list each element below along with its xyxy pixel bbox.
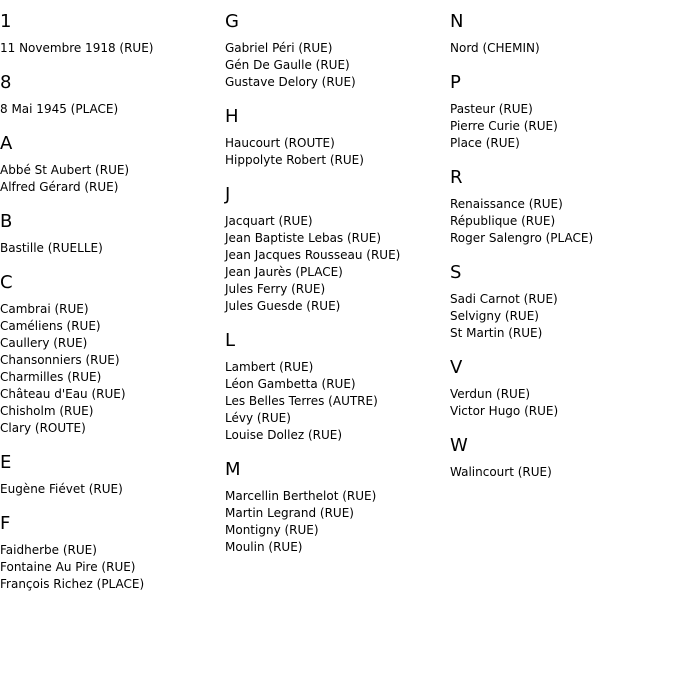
street-link[interactable]: Les Belles Terres (AUTRE)	[225, 394, 378, 408]
letter-group	[0, 451, 220, 498]
street-link[interactable]: Caméliens (RUE)	[0, 319, 101, 333]
street-link[interactable]: Jules Ferry (RUE)	[225, 282, 326, 296]
street-link[interactable]: St Martin (RUE)	[450, 326, 543, 340]
street-link[interactable]: Victor Hugo (RUE)	[450, 404, 559, 418]
street-link[interactable]: Jean Jacques Rousseau (RUE)	[225, 248, 401, 262]
street-link[interactable]: Château d'Eau (RUE)	[0, 387, 126, 401]
letter-heading: N	[450, 11, 464, 32]
letter-heading: 1	[0, 11, 12, 32]
street-link[interactable]: Nord (CHEMIN)	[450, 41, 540, 55]
street-link[interactable]: Jean Jaurès (PLACE)	[225, 265, 343, 279]
letter-heading: A	[0, 133, 13, 154]
street-link[interactable]: Fontaine Au Pire (RUE)	[0, 560, 136, 574]
letter-heading: J	[225, 184, 231, 205]
street-link[interactable]: Sadi Carnot (RUE)	[450, 292, 558, 306]
letter-heading: S	[450, 262, 462, 283]
letter-heading: 8	[0, 72, 12, 93]
street-link[interactable]: Verdun (RUE)	[450, 387, 531, 401]
street-link[interactable]: Gén De Gaulle (RUE)	[225, 58, 350, 72]
letter-heading: E	[0, 452, 12, 473]
letter-heading: W	[450, 435, 468, 456]
letter-group	[0, 71, 220, 118]
street-link[interactable]: 11 Novembre 1918 (RUE)	[0, 41, 154, 55]
street-link[interactable]: Cambrai (RUE)	[0, 302, 89, 316]
letter-group	[450, 166, 670, 247]
letter-heading: P	[450, 72, 461, 93]
letter-group	[450, 434, 670, 481]
street-link[interactable]: Jacquart (RUE)	[225, 214, 313, 228]
street-link[interactable]: Louise Dollez (RUE)	[225, 428, 343, 442]
street-link[interactable]: 8 Mai 1945 (PLACE)	[0, 102, 119, 116]
letter-heading: M	[225, 459, 241, 480]
street-link[interactable]: Caullery (RUE)	[0, 336, 88, 350]
letter-group	[0, 271, 220, 437]
street-link[interactable]: Gabriel Péri (RUE)	[225, 41, 333, 55]
street-link[interactable]: Renaissance (RUE)	[450, 197, 563, 211]
street-link[interactable]: Pierre Curie (RUE)	[450, 119, 558, 133]
street-index-column-3	[450, 10, 670, 495]
street-link[interactable]: Haucourt (ROUTE)	[225, 136, 335, 150]
letter-heading: L	[225, 330, 236, 351]
letter-group	[225, 10, 445, 91]
letter-group	[450, 10, 670, 57]
letter-heading: H	[225, 106, 239, 127]
street-link[interactable]: Charmilles (RUE)	[0, 370, 102, 384]
letter-group	[0, 210, 220, 257]
street-link[interactable]: Selvigny (RUE)	[450, 309, 539, 323]
letter-group	[450, 356, 670, 420]
street-link[interactable]: Jules Guesde (RUE)	[225, 299, 341, 313]
street-link[interactable]: Lévy (RUE)	[225, 411, 291, 425]
street-link[interactable]: Gustave Delory (RUE)	[225, 75, 356, 89]
letter-group	[0, 132, 220, 196]
letter-group	[0, 10, 220, 57]
letter-group	[225, 458, 445, 556]
street-link[interactable]: Chisholm (RUE)	[0, 404, 94, 418]
letter-group	[225, 105, 445, 169]
street-link[interactable]: Eugène Fiévet (RUE)	[0, 482, 123, 496]
street-link[interactable]: Marcellin Berthelot (RUE)	[225, 489, 377, 503]
letter-group	[450, 261, 670, 342]
street-link[interactable]: Faidherbe (RUE)	[0, 543, 97, 557]
street-link[interactable]: Bastille (RUELLE)	[0, 241, 103, 255]
street-link[interactable]: Abbé St Aubert (RUE)	[0, 163, 130, 177]
street-link[interactable]: Alfred Gérard (RUE)	[0, 180, 119, 194]
letter-heading: R	[450, 167, 463, 188]
street-index-column-2	[225, 10, 445, 570]
street-link[interactable]: Place (RUE)	[450, 136, 520, 150]
street-link[interactable]: Moulin (RUE)	[225, 540, 303, 554]
letter-group	[225, 183, 445, 315]
letter-heading: V	[450, 357, 463, 378]
letter-group	[450, 71, 670, 152]
street-link[interactable]: Martin Legrand (RUE)	[225, 506, 354, 520]
street-index-column-1	[0, 10, 220, 607]
street-link[interactable]: Jean Baptiste Lebas (RUE)	[225, 231, 382, 245]
street-link[interactable]: François Richez (PLACE)	[0, 577, 145, 591]
street-link[interactable]: Chansonniers (RUE)	[0, 353, 120, 367]
street-link[interactable]: Montigny (RUE)	[225, 523, 319, 537]
letter-heading: G	[225, 11, 239, 32]
street-link[interactable]: Roger Salengro (PLACE)	[450, 231, 594, 245]
street-link[interactable]: Pasteur (RUE)	[450, 102, 533, 116]
street-link[interactable]: République (RUE)	[450, 214, 556, 228]
letter-group	[225, 329, 445, 444]
street-link[interactable]: Walincourt (RUE)	[450, 465, 552, 479]
letter-group	[0, 512, 220, 593]
street-link[interactable]: Léon Gambetta (RUE)	[225, 377, 356, 391]
letter-heading: C	[0, 272, 13, 293]
letter-heading: B	[0, 211, 13, 232]
street-link[interactable]: Clary (ROUTE)	[0, 421, 86, 435]
street-link[interactable]: Lambert (RUE)	[225, 360, 314, 374]
letter-heading: F	[0, 513, 11, 534]
street-link[interactable]: Hippolyte Robert (RUE)	[225, 153, 364, 167]
